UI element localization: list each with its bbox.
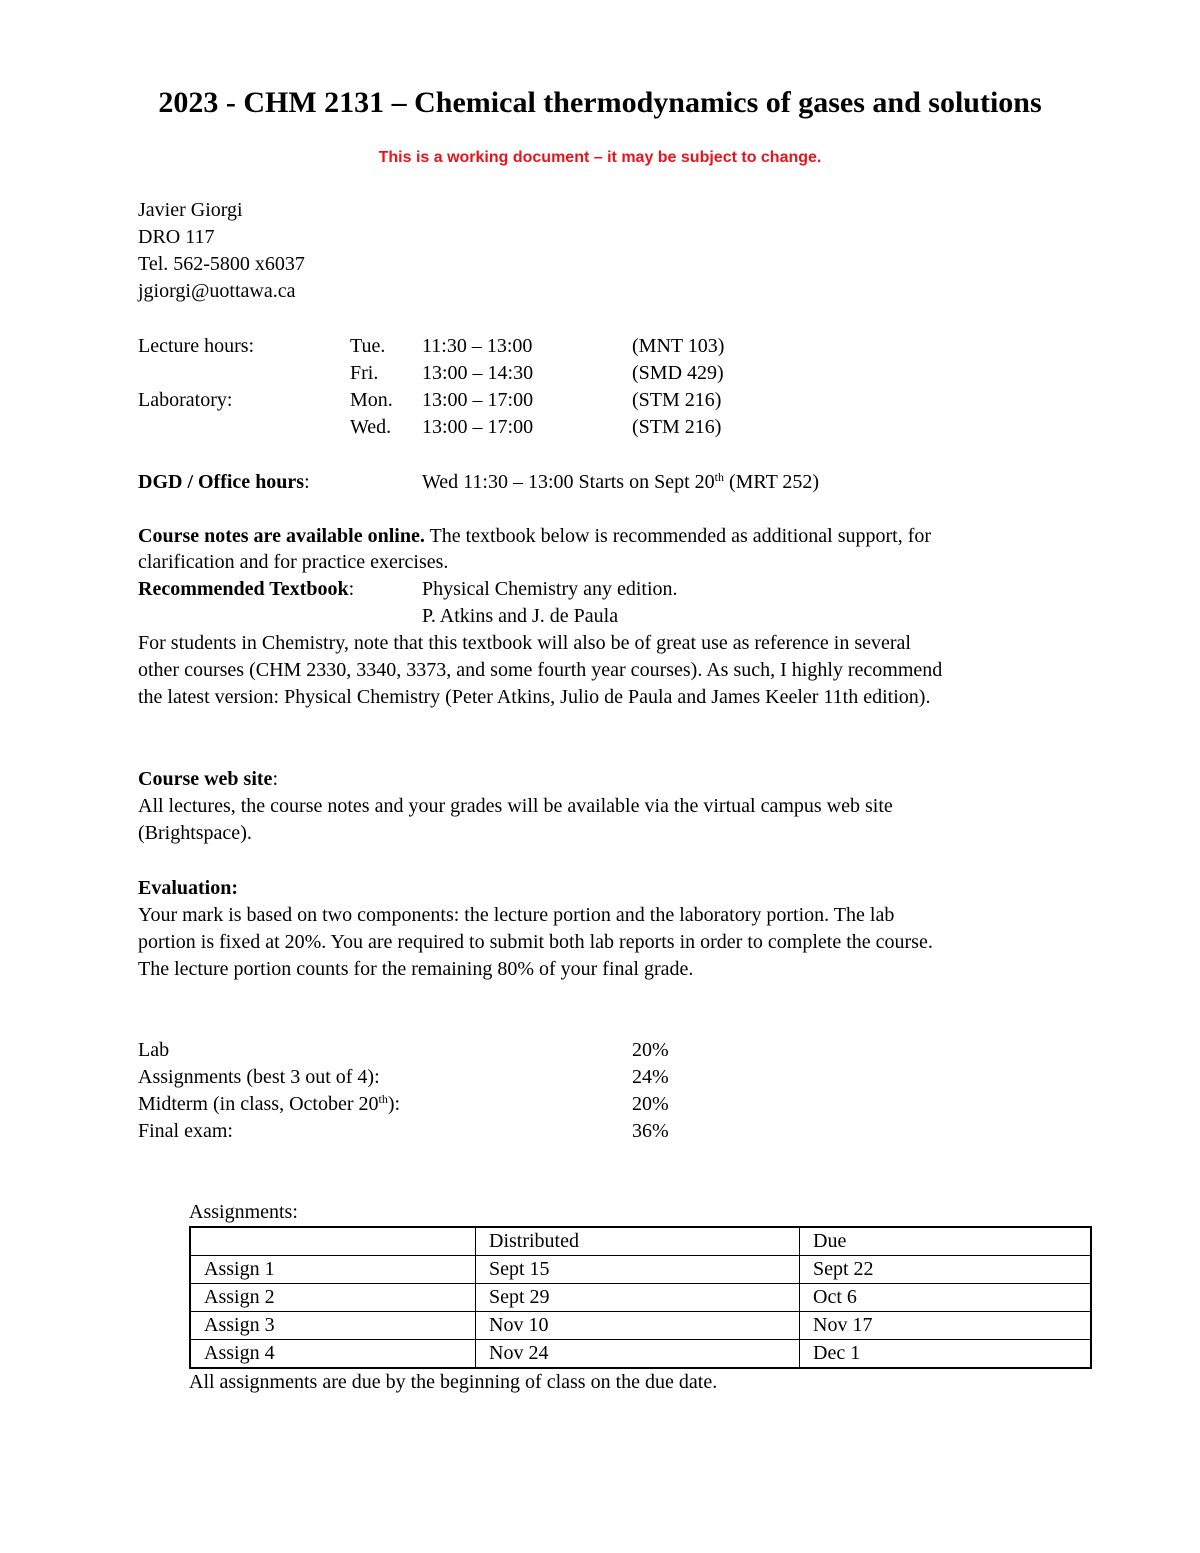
table-cell: Sept 22 [800,1256,1092,1284]
grade-item-label: Final exam: [138,1120,233,1142]
course-notes-line [138,526,931,546]
schedule-day: Mon. [350,389,393,411]
schedule-room: (MNT 103) [632,335,725,357]
assignments-table [189,1226,1092,1369]
schedule-time: 13:00 – 17:00 [422,416,534,438]
table-cell: Assign 2 [190,1284,476,1312]
instructor-name: Javier Giorgi [138,199,243,221]
working-document-notice: This is a working document – it may be subject to change. [378,149,822,166]
website-text-line: (Brightspace). [138,822,252,844]
table-header-cell: Due [800,1227,1092,1256]
schedule-time: 13:00 – 14:30 [422,362,534,384]
course-notes-line-2: clarification and for practice exercises. [138,551,449,573]
grade-item-value: 20% [632,1039,669,1061]
office-hours-room: (MRT 252) [723,471,820,493]
schedule-room: (STM 216) [632,389,722,411]
schedule-day: Fri. [350,362,379,384]
table-cell: Assign 1 [190,1256,476,1284]
grade-item-value: 36% [632,1120,669,1142]
table-header-cell [190,1227,476,1256]
table-cell: Dec 1 [800,1340,1092,1369]
office-hours-label [138,472,310,492]
assignments-table-wrap [189,1226,1092,1369]
table-header-row [190,1227,1091,1256]
schedule-day: Wed. [350,416,392,438]
evaluation-text-line: Your mark is based on two components: the lecture portion and the laboratory portion. The lab [138,904,895,926]
website-heading-text: Course web site [138,768,273,790]
schedule-room: (SMD 429) [632,362,724,384]
table-row [190,1340,1091,1369]
grade-item-label [138,1094,400,1114]
grade-item-label: Lab [138,1039,170,1061]
lecture-hours-label: Lecture hours: [138,335,255,357]
textbook-note-line: the latest version: Physical Chemistry (Peter Atkins, Julio de Paula and James Keeler 11th edition). [138,686,931,708]
table-row [190,1312,1091,1340]
website-heading [138,769,278,789]
table-cell: Assign 4 [190,1340,476,1369]
instructor-phone: Tel. 562-5800 x6037 [138,253,305,275]
textbook-label-colon: : [348,578,355,600]
evaluation-text-line: The lecture portion counts for the remaining 80% of your final grade. [138,958,694,980]
laboratory-label: Laboratory: [138,389,233,411]
textbook-note-line: For students in Chemistry, note that this textbook will also be of great use as reference in several [138,632,911,654]
schedule-day: Tue. [350,335,386,357]
textbook-label-text: Recommended Textbook [138,578,349,600]
course-notes-text: The textbook below is recommended as additional support, for [424,525,932,547]
grade-item-value: 24% [632,1066,669,1088]
midterm-label-end: ): [387,1093,401,1115]
assignments-caption: Assignments: [189,1201,298,1223]
schedule-time: 11:30 – 13:00 [422,335,533,357]
evaluation-text-line: portion is fixed at 20%. You are required to submit both lab reports in order to complete the course. [138,931,933,953]
course-notes-heading: Course notes are available online. [138,525,425,547]
grade-item-label: Assignments (best 3 out of 4): [138,1066,380,1088]
table-cell: Sept 15 [476,1256,800,1284]
office-hours-sup: th [714,470,724,484]
table-cell: Assign 3 [190,1312,476,1340]
midterm-label-sup: th [378,1092,388,1106]
midterm-label-text: Midterm (in class, October 20 [138,1093,379,1115]
table-cell: Nov 10 [476,1312,800,1340]
website-text-line: All lectures, the course notes and your grades will be available via the virtual campus web site [138,795,893,817]
table-row [190,1284,1091,1312]
office-hours-text: Wed 11:30 – 13:00 Starts on Sept 20 [422,471,715,493]
table-cell: Sept 29 [476,1284,800,1312]
assignments-footnote: All assignments are due by the beginning of class on the due date. [189,1371,718,1393]
schedule-room: (STM 216) [632,416,722,438]
table-header-cell: Distributed [476,1227,800,1256]
textbook-label [138,579,354,599]
table-row [190,1256,1091,1284]
instructor-email[interactable]: jgiorgi@uottawa.ca [138,280,296,302]
office-hours-value [422,472,819,492]
instructor-office: DRO 117 [138,226,215,248]
website-heading-colon: : [272,768,278,790]
evaluation-heading: Evaluation: [138,877,239,899]
textbook-note-line: other courses (CHM 2330, 3340, 3373, and some fourth year courses). As such, I highly recommend [138,659,943,681]
office-hours-colon: : [304,471,310,493]
table-cell: Oct 6 [800,1284,1092,1312]
schedule-time: 13:00 – 17:00 [422,389,534,411]
office-hours-label-text: DGD / Office hours [138,471,305,493]
textbook-title: Physical Chemistry any edition. [422,578,678,600]
grade-item-value: 20% [632,1093,669,1115]
table-cell: Nov 17 [800,1312,1092,1340]
table-cell: Nov 24 [476,1340,800,1369]
textbook-authors: P. Atkins and J. de Paula [422,605,619,627]
page-title: 2023 - CHM 2131 – Chemical thermodynamics of gases and solutions [158,86,1042,119]
